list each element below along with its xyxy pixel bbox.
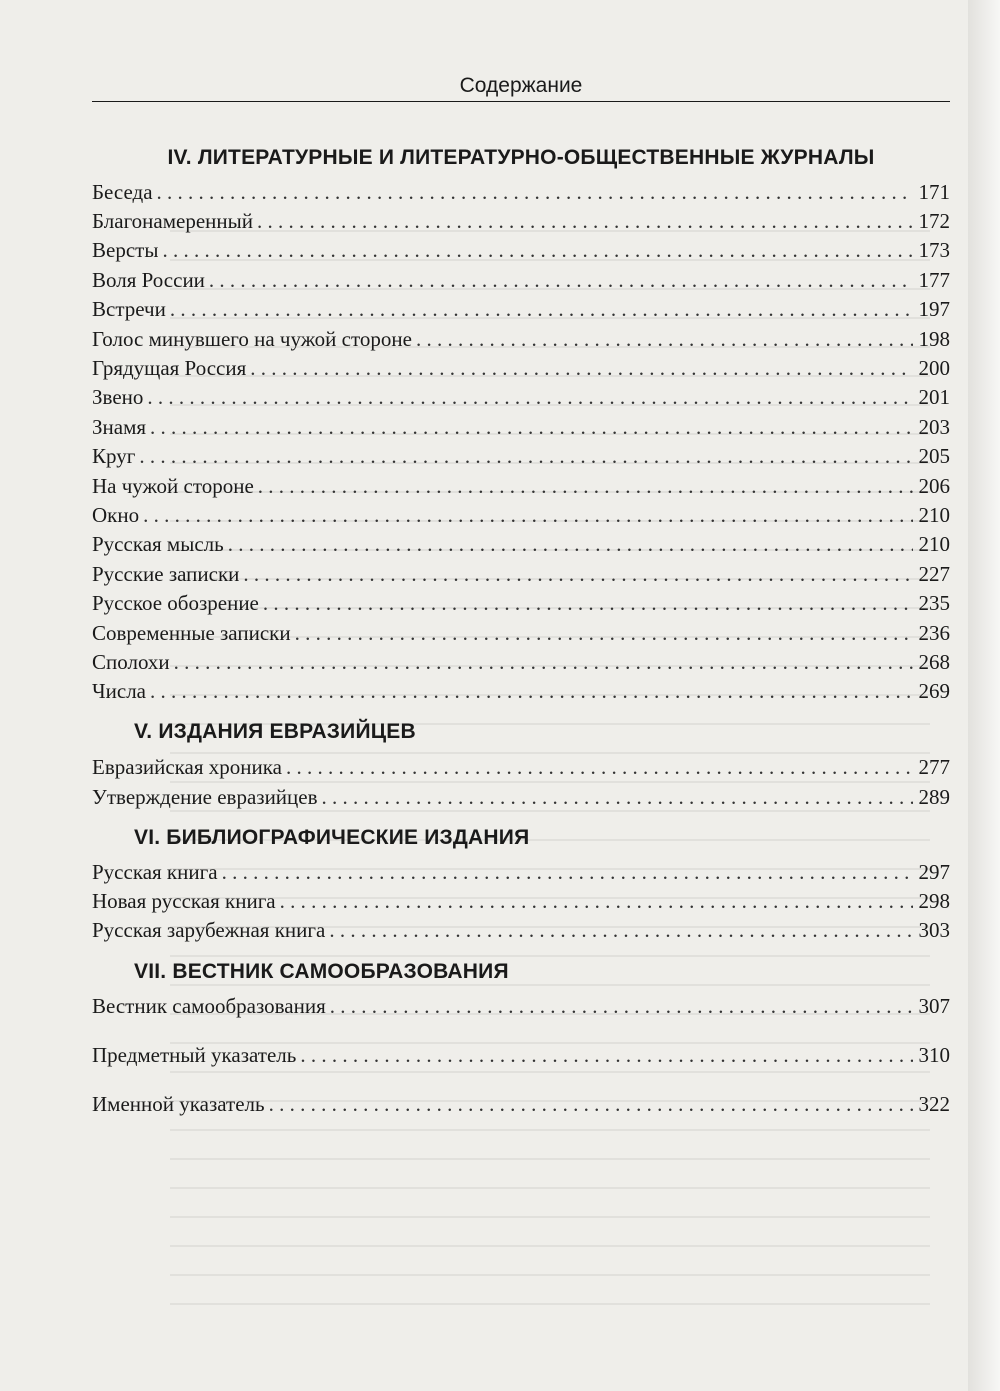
- entry-title: Русская мысль: [92, 532, 224, 556]
- entry-title: Вестник самообразования: [92, 994, 326, 1018]
- toc-entry[interactable]: [92, 474, 950, 504]
- toc-entry[interactable]: [92, 755, 950, 785]
- entry-page: 206: [918, 474, 950, 498]
- entry-title: Именной указатель: [92, 1092, 265, 1116]
- entry-page: 322: [918, 1092, 950, 1116]
- dot-leader: [322, 785, 913, 810]
- entry-page: 303: [918, 918, 950, 942]
- entry-page: 177: [918, 268, 950, 292]
- toc-entry[interactable]: [92, 327, 950, 357]
- dot-leader: [263, 591, 913, 616]
- toc-entry[interactable]: [92, 444, 950, 474]
- entry-page: 198: [918, 327, 950, 351]
- toc-entry[interactable]: [92, 785, 950, 815]
- toc-entry[interactable]: [92, 650, 950, 680]
- toc-entry[interactable]: [92, 503, 950, 533]
- entry-title: Круг: [92, 444, 136, 468]
- toc-entry[interactable]: [92, 238, 950, 268]
- entry-page: 269: [918, 679, 950, 703]
- toc-entry[interactable]: [92, 621, 950, 651]
- header-rule: [92, 101, 950, 102]
- entry-title: Русская зарубежная книга: [92, 918, 326, 942]
- dot-leader: [228, 532, 913, 557]
- entry-page: 197: [918, 297, 950, 321]
- dot-leader: [286, 755, 913, 780]
- entry-page: 203: [918, 415, 950, 439]
- entry-page: 173: [918, 238, 950, 262]
- entry-page: 289: [918, 785, 950, 809]
- entry-page: 235: [918, 591, 950, 615]
- section-heading-vi: VI. БИБЛИОГРАФИЧЕСКИЕ ИЗДАНИЯ: [134, 826, 530, 849]
- entry-page: 297: [918, 860, 950, 884]
- dot-leader: [222, 860, 913, 885]
- dot-leader: [170, 297, 913, 322]
- dot-leader: [209, 268, 913, 293]
- dot-leader: [243, 562, 912, 587]
- entry-title: Евразийская хроника: [92, 755, 282, 779]
- dot-leader: [250, 356, 912, 381]
- dot-leader: [295, 621, 913, 646]
- dot-leader: [139, 444, 912, 469]
- entry-title: Русское обозрение: [92, 591, 259, 615]
- toc-entry[interactable]: [92, 994, 950, 1024]
- entry-title: Новая русская книга: [92, 889, 276, 913]
- entry-page: 210: [918, 532, 950, 556]
- dot-leader: [174, 650, 913, 675]
- entry-page: 307: [918, 994, 950, 1018]
- entry-page: 210: [918, 503, 950, 527]
- dot-leader: [147, 385, 912, 410]
- section-heading-iv: IV. ЛИТЕРАТУРНЫЕ И ЛИТЕРАТУРНО-ОБЩЕСТВЕННЫЕ ЖУРНАЛЫ: [167, 146, 875, 169]
- entry-title: Сполохи: [92, 650, 170, 674]
- entry-title: Утверждение евразийцев: [92, 785, 318, 809]
- dot-leader: [330, 994, 913, 1019]
- dot-leader: [269, 1092, 913, 1117]
- toc-entry[interactable]: [92, 918, 950, 948]
- toc-entry[interactable]: [92, 385, 950, 415]
- dot-leader: [416, 327, 913, 352]
- toc-entry[interactable]: [92, 297, 950, 327]
- entry-page: 268: [918, 650, 950, 674]
- entry-title: Встречи: [92, 297, 166, 321]
- entry-page: 298: [918, 889, 950, 913]
- entry-title: Благонамеренный: [92, 209, 253, 233]
- entry-title: Воля России: [92, 268, 205, 292]
- section-heading-vii: VII. ВЕСТНИК САМООБРАЗОВАНИЯ: [134, 960, 509, 983]
- entry-page: 171: [918, 180, 950, 204]
- entry-title: Современные записки: [92, 621, 291, 645]
- entry-title: Звено: [92, 385, 144, 409]
- running-head: Содержание: [459, 74, 583, 97]
- dot-leader: [258, 474, 913, 499]
- dot-leader: [157, 180, 913, 205]
- entry-title: Русские записки: [92, 562, 240, 586]
- toc-entry[interactable]: [92, 860, 950, 890]
- dot-leader: [280, 889, 913, 914]
- toc-entry[interactable]: [92, 209, 950, 239]
- entry-title: Версты: [92, 238, 159, 262]
- dot-leader: [329, 918, 912, 943]
- entry-page: 310: [918, 1043, 950, 1067]
- dot-leader: [162, 238, 912, 263]
- entry-title: На чужой стороне: [92, 474, 254, 498]
- entry-title: Предметный указатель: [92, 1043, 297, 1067]
- toc-entry[interactable]: [92, 532, 950, 562]
- toc-entry[interactable]: [92, 679, 950, 709]
- entry-page: 200: [918, 356, 950, 380]
- dot-leader: [150, 679, 912, 704]
- entry-page: 205: [918, 444, 950, 468]
- entry-page: 172: [918, 209, 950, 233]
- page-edge: [968, 0, 1000, 1391]
- entry-title: Грядущая Россия: [92, 356, 247, 380]
- toc-entry[interactable]: [92, 268, 950, 298]
- toc-entry[interactable]: [92, 889, 950, 919]
- entry-page: 236: [918, 621, 950, 645]
- entry-title: Числа: [92, 679, 147, 703]
- dot-leader: [257, 209, 913, 234]
- toc-entry-subject-index[interactable]: [92, 1043, 950, 1073]
- toc-entry[interactable]: [92, 356, 950, 386]
- dot-leader: [143, 503, 912, 528]
- entry-title: Беседа: [92, 180, 153, 204]
- entry-page: 277: [918, 755, 950, 779]
- entry-title: Окно: [92, 503, 140, 527]
- dot-leader: [150, 415, 912, 440]
- toc-entry[interactable]: [92, 591, 950, 621]
- toc-entry-name-index[interactable]: [92, 1092, 950, 1122]
- entry-page: 227: [918, 562, 950, 586]
- dot-leader: [300, 1043, 912, 1068]
- toc-entry[interactable]: [92, 562, 950, 592]
- entry-title: Знамя: [92, 415, 147, 439]
- entry-page: 201: [918, 385, 950, 409]
- entry-title: Русская книга: [92, 860, 218, 884]
- toc-entry[interactable]: [92, 415, 950, 445]
- entry-title: Голос минувшего на чужой стороне: [92, 327, 412, 351]
- section-heading-v: V. ИЗДАНИЯ ЕВРАЗИЙЦЕВ: [134, 720, 416, 743]
- toc-entry[interactable]: [92, 180, 950, 210]
